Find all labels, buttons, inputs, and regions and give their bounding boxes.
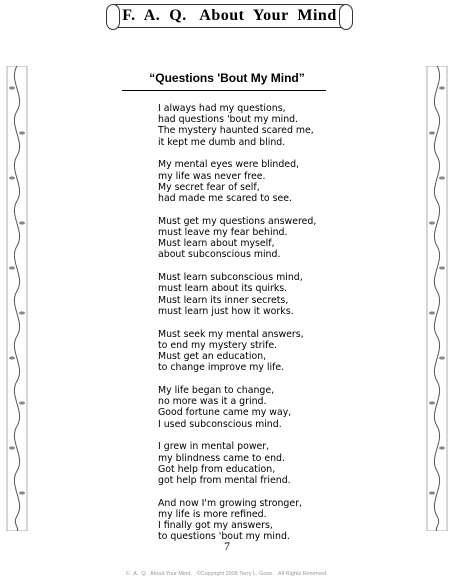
page-number: 7 (224, 539, 230, 553)
poem-line: My life began to change, (158, 385, 275, 397)
poem-line: Must learn subconscious mind, (158, 272, 303, 284)
header-banner (113, 4, 346, 28)
header-title: F. A. Q. About Your Mind (122, 7, 337, 24)
poem-line: The mystery haunted scared me, (158, 125, 314, 137)
stanza (158, 216, 358, 261)
poem-line: my blindness came to end. (158, 452, 285, 464)
scroll-curl-right-icon (339, 4, 353, 30)
poem-line: My mental eyes were blinded, (158, 159, 299, 171)
poem-line: got help from mental friend. (158, 475, 291, 487)
stanza (158, 272, 358, 317)
stanza (158, 329, 358, 374)
stanza (158, 498, 358, 543)
poem-line: My secret fear of self, (158, 181, 260, 193)
poem-line: my life was never free. (158, 170, 266, 182)
poem-line: must learn just how it works. (158, 305, 294, 317)
stanza (158, 159, 358, 204)
poem-line: Must get my questions answered, (158, 215, 317, 227)
poem-line: about subconscious mind. (158, 249, 281, 261)
poem-line: no more was it a grind. (158, 396, 267, 408)
poem-line: it kept me dumb and blind. (158, 136, 286, 148)
poem-line: to end my mystery strife. (158, 339, 278, 351)
right-vine-border-icon (426, 66, 448, 531)
poem-line: Must seek my mental answers, (158, 328, 304, 340)
poem-line: I used subconscious mind. (158, 418, 282, 430)
poem-line: must leave my fear behind. (158, 227, 288, 239)
poem-line: must learn about its quirks. (158, 283, 288, 295)
poem-line: Must get an education, (158, 351, 267, 363)
poem-line: my life is more refined. (158, 509, 267, 521)
footer-copyright: F. A. Q. About Your Mind. ©Copyright 2008 Terry L. Gose. All Rights Reserved. (126, 571, 328, 577)
poem-line: to change improve my life. (158, 362, 285, 374)
poem-line: And now I'm growing stronger, (158, 497, 302, 509)
poem-title: “Questions 'Bout My Mind” (149, 71, 305, 85)
left-vine-border-icon (6, 66, 28, 531)
stanza (158, 103, 358, 148)
poem-line: Got help from education, (158, 463, 276, 475)
poem-line: to questions 'bout my mind. (158, 531, 290, 543)
poem-line: Must learn its inner secrets, (158, 294, 289, 306)
poem-body (158, 103, 358, 554)
stanza (158, 441, 358, 486)
poem-line: Must learn about myself, (158, 238, 275, 250)
poem-line: I always had my questions, (158, 103, 286, 114)
poem-line: had questions 'bout my mind. (158, 114, 299, 126)
title-underline (122, 90, 326, 91)
poem-line: had made me scared to see. (158, 193, 292, 205)
poem-line: Good fortune came my way, (158, 407, 292, 419)
poem-line: I grew in mental power, (158, 441, 270, 453)
stanza (158, 385, 358, 430)
poem-line: I finally got my answers, (158, 520, 273, 532)
